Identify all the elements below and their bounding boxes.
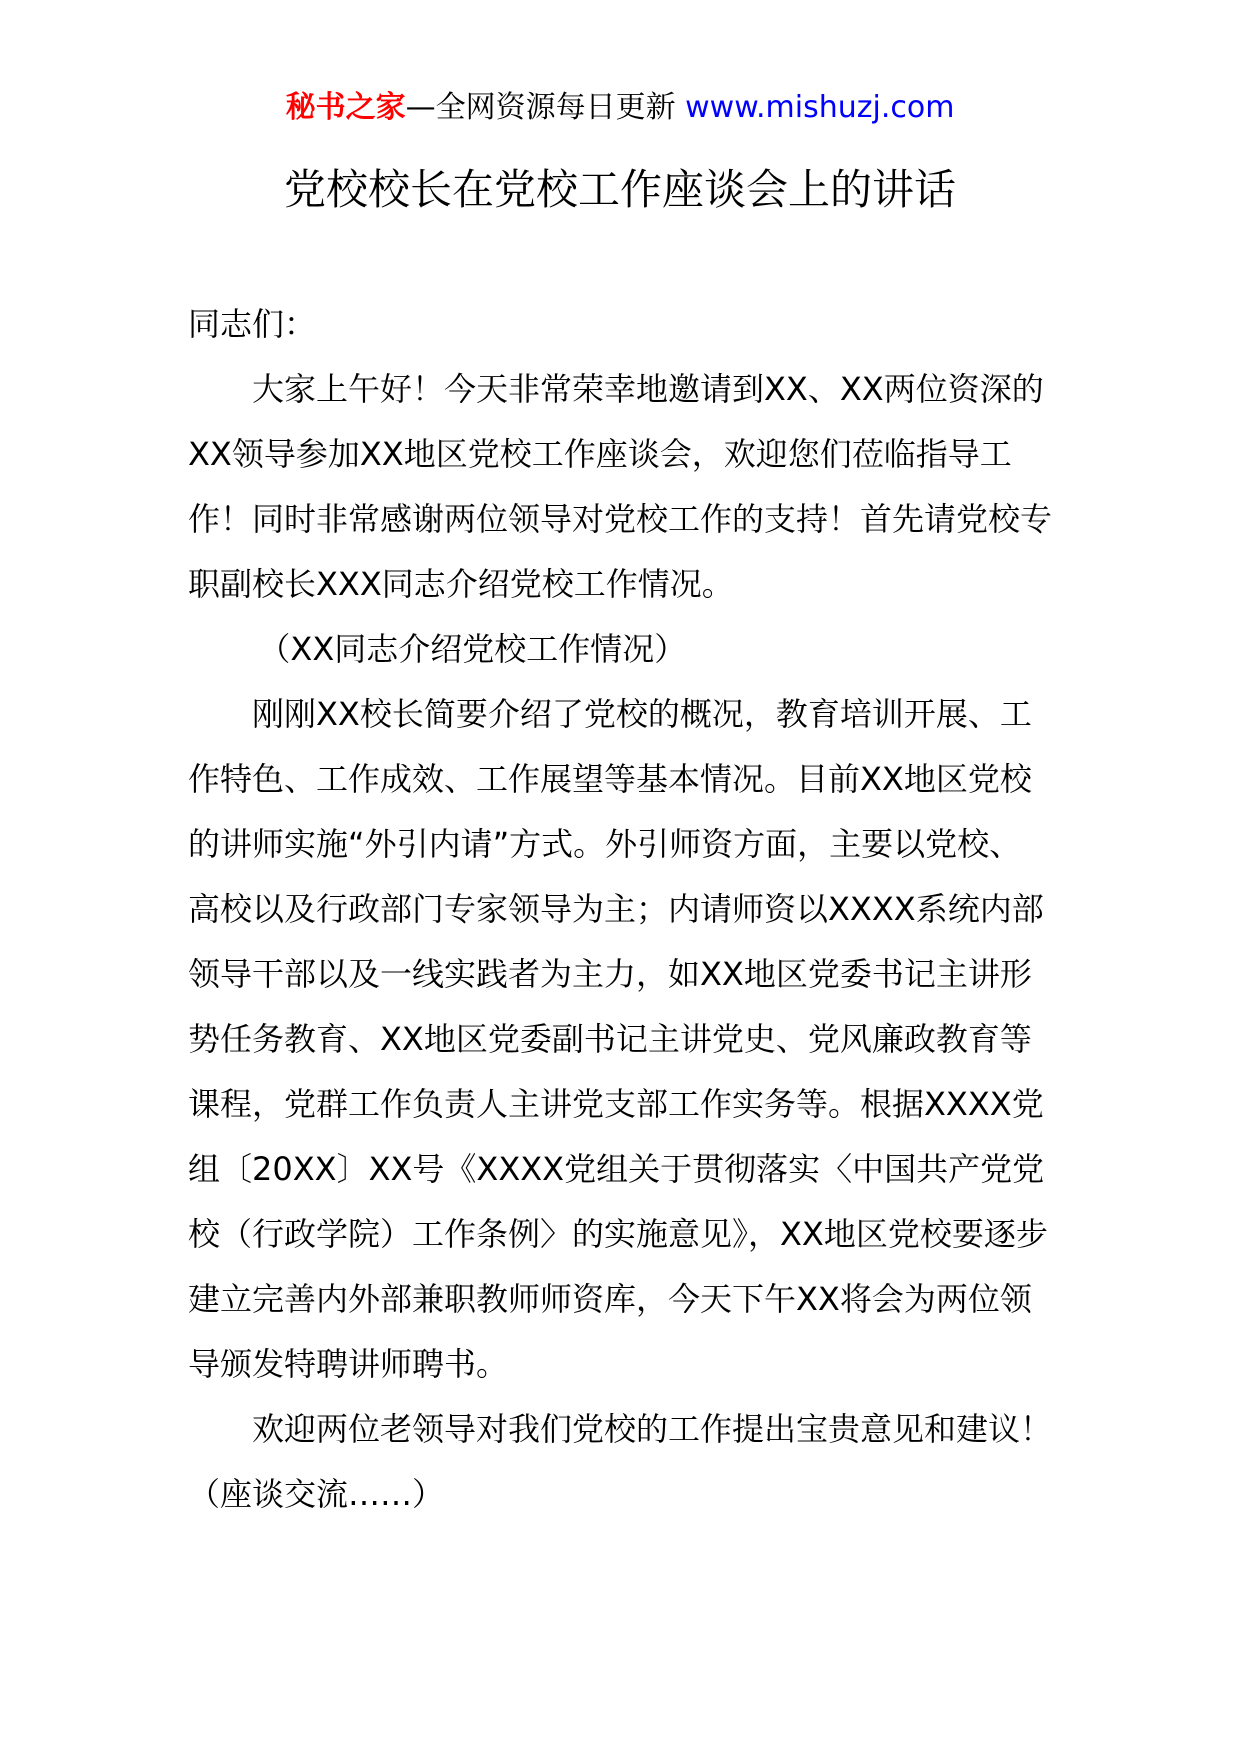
site-brand: 秘书之家 — [285, 90, 406, 125]
document-title: 党校校长在党校工作座谈会上的讲话 — [283, 165, 956, 214]
body-paragraph: 欢迎两位老领导对我们党校的工作提出宝贵意见和建议！（座谈交流……） — [188, 1410, 1053, 1513]
salutation: 同志们： — [188, 305, 317, 343]
site-header — [0, 88, 1240, 128]
stage-direction-paragraph: （XX同志介绍党校工作情况） — [258, 630, 687, 668]
document-body — [188, 292, 1052, 1527]
body-paragraph: 刚刚XX校长简要介绍了党校的概况，教育培训开展、工作特色、工作成效、工作展望等基本情况。目前XX地区党校的讲师实施“外引内请”方式。外引师资方面，主要以党校、高校以及行政部门专家领导为主；内请师资以XXXX系统内部领导干部以及一线实践者为主力，如XX地区党委书记主讲形势任务教育、XX地区党委副书记主讲党史、党风廉政教育等课程，党群工作负责人主讲党支部工作实务等。根据XXXX党组〔20XX〕XX号《XXXX党组关于贯彻落实〈中国共产党党校（行政学院）工作条例〉的实施意见》，XX地区党校要逐步建立完善内外部兼职教师师资库，今天下午XX将会为两位领导颁发特聘讲师聘书。 — [188, 695, 1048, 1383]
site-tagline: —全网资源每日更新 — [405, 90, 686, 125]
site-url-link[interactable]: www.mishuzj.com — [685, 90, 955, 125]
body-paragraph: 大家上午好！今天非常荣幸地邀请到XX、XX两位资深的XX领导参加XX地区党校工作座谈会，欢迎您们莅临指导工作！同时非常感谢两位领导对党校工作的支持！首先请党校专职副校长XXX同志介绍党校工作情况。 — [188, 370, 1053, 603]
